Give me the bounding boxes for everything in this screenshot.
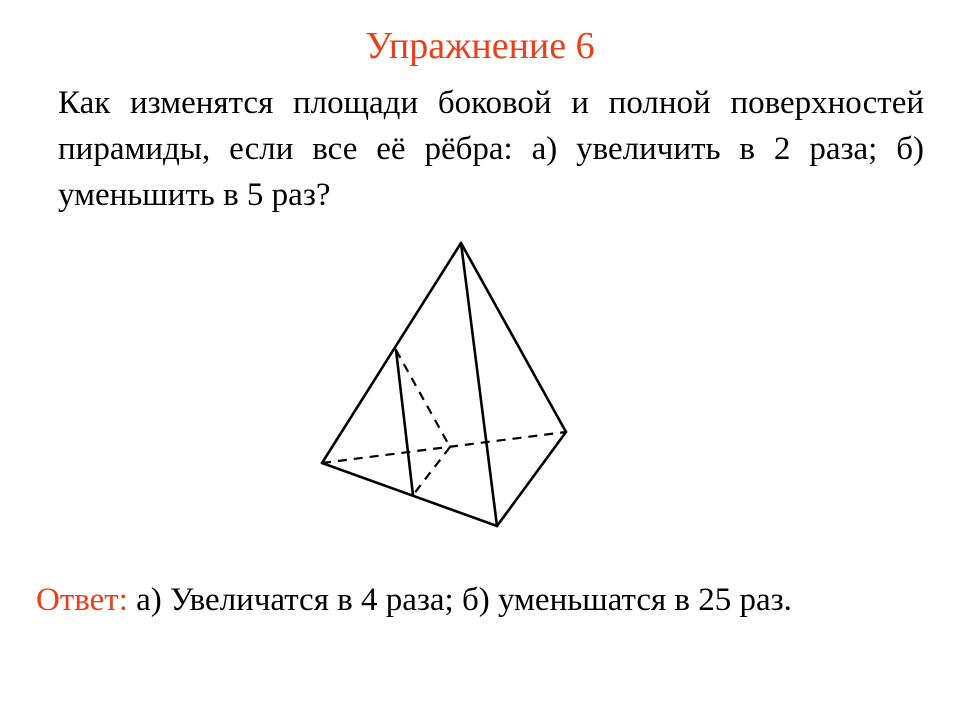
answer-text: а) Увеличатся в 4 раза; б) уменьшатся в 25 раз. bbox=[127, 582, 792, 618]
hidden-section-edge-lower bbox=[413, 447, 450, 495]
section-edge-solid bbox=[396, 350, 413, 495]
hidden-section-edge-upper bbox=[396, 350, 450, 447]
edge-apex-front bbox=[461, 243, 497, 526]
edge-apex-left bbox=[322, 243, 461, 463]
edge-apex-right bbox=[461, 243, 566, 432]
hidden-edge-base-back bbox=[322, 432, 566, 463]
edge-base-front-right bbox=[497, 432, 566, 526]
answer bbox=[36, 578, 792, 622]
slide-title: Упражнение 6 bbox=[365, 25, 595, 67]
answer-label: Ответ: bbox=[36, 582, 128, 618]
edge-base-left-front bbox=[322, 463, 497, 526]
problem-text: Как изменятся площади боковой и полной поверхностей пирамиды, если все её рёбра: а) увеличить в 2 раза; б) уменьшить в 5 раз? bbox=[58, 85, 924, 213]
